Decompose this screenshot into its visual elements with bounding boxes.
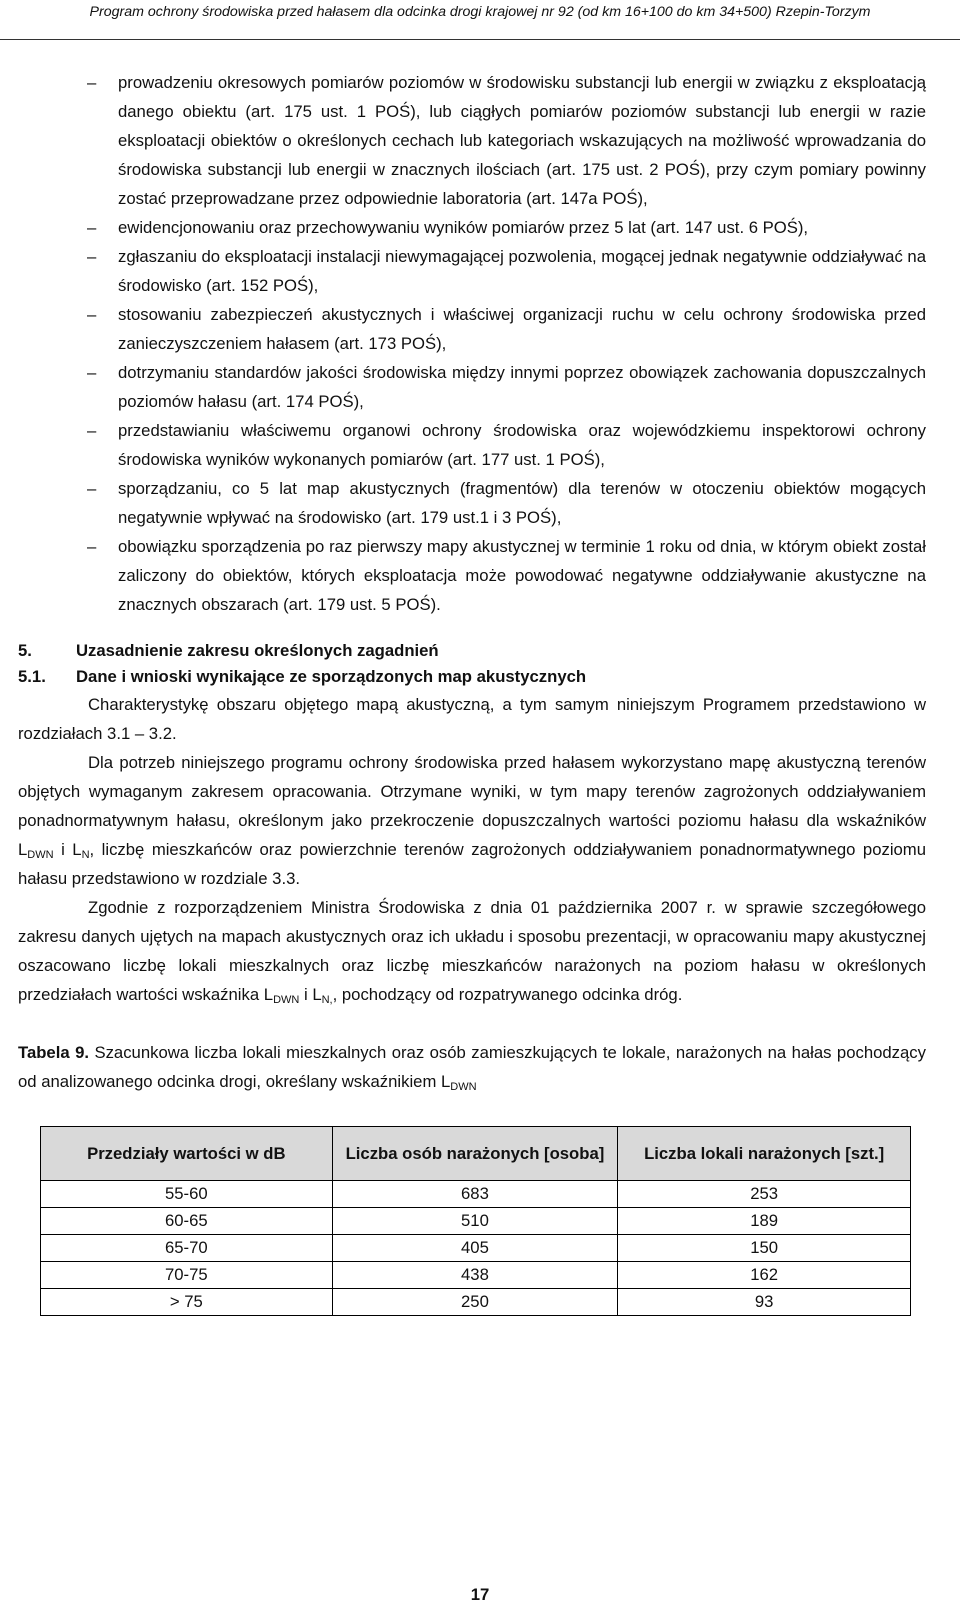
list-item [87, 300, 926, 358]
table-caption [18, 1038, 926, 1096]
cell-range: > 75 [41, 1289, 333, 1316]
dash-bullet: – [87, 305, 97, 324]
paragraph-program-basis [18, 748, 926, 893]
list-item-text: ewidencjonowaniu oraz przechowywaniu wyników pomiarów przez 5 lat (art. 147 ust. 6 POŚ), [118, 218, 809, 237]
dash-bullet: – [87, 247, 97, 266]
cell-persons: 405 [332, 1235, 618, 1262]
list-item-text: stosowaniu zabezpieczeń akustycznych i właściwej organizacji ruchu w celu ochrony środowiska przed zanieczyszczeniem hałasem (art. 173 POŚ), [118, 305, 926, 353]
paragraph-text: i L [299, 985, 322, 1004]
heading-5 [18, 638, 926, 664]
paragraph-characteristics: Charakterystykę obszaru objętego mapą akustyczną, a tym samym niniejszym Programem przedstawiono w rozdziałach 3.1 – 3.2. [18, 695, 926, 743]
obligations-list [18, 68, 926, 619]
cell-dwellings: 93 [618, 1289, 911, 1316]
cell-range: 60-65 [41, 1208, 333, 1235]
dash-bullet: – [87, 421, 97, 440]
cell-dwellings: 150 [618, 1235, 911, 1262]
paragraph-text: Zgodnie z rozporządzeniem Ministra Środowiska z dnia 01 października 2007 r. w sprawie szczegółowego zakresu danych ujętych na mapach akustycznych oraz ich układu i sposobu prezentacji, w opracowaniu mapy akustycznej oszacowano liczbę lokali mieszkalnych oraz liczbę mieszkańców narażonych na poziom hałasu w określonych przedziałach wartości wskaźnika L [18, 898, 926, 1004]
table-row [41, 1262, 911, 1289]
list-item [87, 532, 926, 619]
subscript-n: N [81, 849, 90, 861]
list-item-text: prowadzeniu okresowych pomiarów poziomów w środowisku substancji lub energii w związku z eksploatacją danego obiektu (art. 175 ust. 1 POŚ), lub ciągłych pomiarów poziomów substancji lub energii w razie eksploatacji obiektów o określonych cechach lub kategoriach wskazujących na możliwość wprowadzania do środowiska substancji lub energii w znacznych ilościach (art. 175 ust. 2 POŚ), przy czym pomiary powinny zostać przeprowadzane przez odpowiednie laboratoria (art. 147a POŚ), [118, 73, 926, 208]
list-item [87, 358, 926, 416]
heading-5-number: 5. [18, 641, 32, 660]
header-persons: Liczba osób narażonych [osoba] [332, 1127, 618, 1181]
paragraph-text: , pochodzący od rozpatrywanego odcinka dróg. [332, 985, 683, 1004]
exposure-table [40, 1126, 911, 1316]
cell-persons: 250 [332, 1289, 618, 1316]
dash-bullet: – [87, 363, 97, 382]
cell-persons: 510 [332, 1208, 618, 1235]
cell-range: 65-70 [41, 1235, 333, 1262]
heading-5-1-number: 5.1. [18, 667, 46, 686]
table-row [41, 1289, 911, 1316]
section-headings [18, 638, 926, 690]
cell-persons: 683 [332, 1181, 618, 1208]
page-header [0, 0, 960, 40]
heading-5-title: Uzasadnienie zakresu określonych zagadnień [76, 641, 439, 660]
header-dwellings: Liczba lokali narażonych [szt.] [618, 1127, 911, 1181]
dash-bullet: – [87, 537, 97, 556]
table-row [41, 1181, 911, 1208]
table-row [41, 1235, 911, 1262]
header-range: Przedziały wartości w dB [41, 1127, 333, 1181]
heading-5-1 [18, 664, 926, 690]
table-caption-label: Tabela 9. [18, 1043, 89, 1062]
list-item [87, 242, 926, 300]
cell-dwellings: 189 [618, 1208, 911, 1235]
subscript-dwn: DWN [450, 1081, 477, 1093]
dash-bullet: – [87, 479, 97, 498]
dash-bullet: – [87, 73, 97, 92]
subscript-n: N, [321, 994, 333, 1006]
subscript-dwn: DWN [27, 849, 54, 861]
cell-dwellings: 253 [618, 1181, 911, 1208]
document-content [18, 68, 926, 1316]
heading-5-1-title: Dane i wnioski wynikające ze sporządzonych map akustycznych [76, 667, 587, 686]
dash-bullet: – [87, 218, 97, 237]
header-title: Program ochrony środowiska przed hałasem dla odcinka drogi krajowej nr 92 (od km 16+100 do km 34+500) Rzepin-Torzym [89, 4, 871, 20]
paragraph-text: i L [53, 840, 82, 859]
list-item [87, 68, 926, 213]
list-item-text: zgłaszaniu do eksploatacji instalacji niewymagającej pozwolenia, mogącej jednak negatywnie oddziaływać na środowisko (art. 152 POŚ), [118, 247, 926, 295]
paragraph-text: Dla potrzeb niniejszego programu ochrony środowiska przed hałasem wykorzystano mapę akustyczną terenów objętych wymaganym zakresem opracowania. Otrzymane wyniki, w tym mapy terenów zagrożonych oddziaływaniem ponadnormatywnym hałasu, określonym jako przekroczenie dopuszczalnych wartości poziomu hałasu dla wskaźników L [18, 753, 926, 859]
table-header-row [41, 1127, 911, 1181]
list-item [87, 416, 926, 474]
list-item [87, 213, 926, 242]
cell-dwellings: 162 [618, 1262, 911, 1289]
table-caption-text: Szacunkowa liczba lokali mieszkalnych oraz osób zamieszkujących te lokale, narażonych na hałas pochodzący od analizowanego odcinka drogi, określany wskaźnikiem L [18, 1043, 926, 1091]
paragraph-text: , liczbę mieszkańców oraz powierzchnie terenów zagrożonych oddziaływaniem ponadnormatywnego poziomu hałasu przedstawiono w rozdziale 3.3. [18, 840, 926, 888]
list-item-text: obowiązku sporządzenia po raz pierwszy mapy akustycznej w terminie 1 roku od dnia, w którym obiekt został zaliczony do obiektów, których eksploatacja może powodować negatywne oddziaływanie akustyczne na znacznych obszarach (art. 179 ust. 5 POŚ). [118, 537, 926, 614]
paragraph-regulation [18, 893, 926, 1009]
table-row [41, 1208, 911, 1235]
cell-persons: 438 [332, 1262, 618, 1289]
cell-range: 70-75 [41, 1262, 333, 1289]
subscript-dwn: DWN [273, 994, 300, 1006]
list-item [87, 474, 926, 532]
list-item-text: dotrzymaniu standardów jakości środowiska między innymi poprzez obowiązek zachowania dopuszczalnych poziomów hałasu (art. 174 POŚ), [118, 363, 926, 411]
page-number: 17 [470, 1585, 490, 1604]
list-item-text: sporządzaniu, co 5 lat map akustycznych (fragmentów) dla terenów w otoczeniu obiektów mogących negatywnie wpływać na środowisko (art. 179 ust.1 i 3 POŚ), [118, 479, 926, 527]
list-item-text: przedstawianiu właściwemu organowi ochrony środowiska oraz wojewódzkiemu inspektorowi ochrony środowiska wyników wykonanych pomiarów (art. 177 ust. 1 POŚ), [118, 421, 926, 469]
cell-range: 55-60 [41, 1181, 333, 1208]
